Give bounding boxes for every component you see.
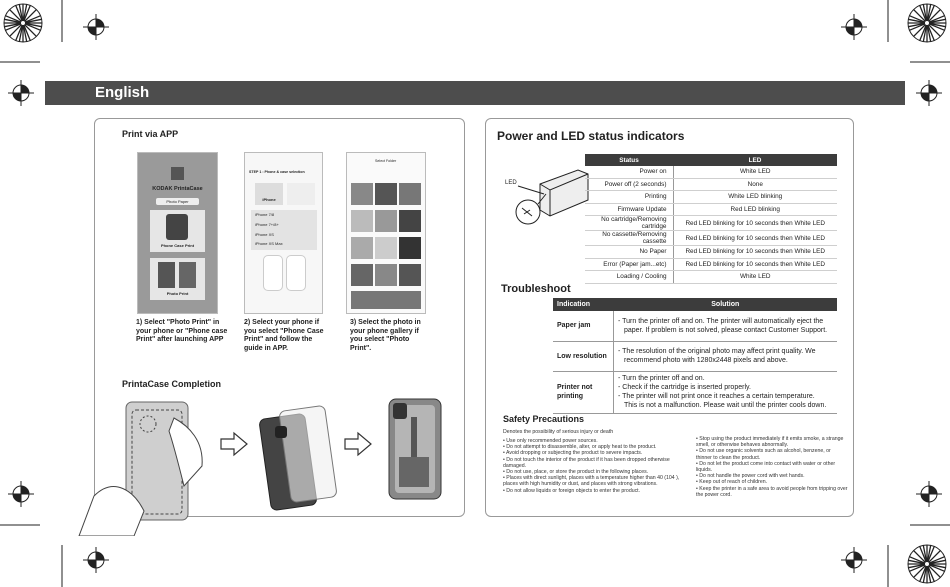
color-starburst-icon <box>906 543 948 585</box>
gallery-thumb[interactable] <box>399 264 421 286</box>
table-header <box>553 298 837 311</box>
list-item: • Use only recommended power sources. <box>503 438 691 444</box>
list-item: • Do not use, place, or store the product in the following places. <box>503 469 691 475</box>
status-cell: No Paper <box>585 246 673 259</box>
status-cell: Power off (2 seconds) <box>585 178 673 191</box>
app-brand: KODAK PrintaCase <box>152 186 203 192</box>
list-item: • Do not allow liquids or foreign objects to enter the product. <box>503 488 691 494</box>
indication-cell: Paper jam <box>553 311 614 341</box>
arrow-right-icon <box>344 431 372 457</box>
indication-cell: Low resolution <box>553 341 614 371</box>
phone-preview <box>263 255 283 291</box>
phone-tab-iphone[interactable] <box>255 183 283 205</box>
phone-case-image <box>166 214 188 240</box>
gallery-thumb[interactable] <box>351 183 373 205</box>
completion-title: PrintaCase Completion <box>122 379 222 389</box>
status-cell: Power on <box>585 166 673 178</box>
safety-intro: Denotes the possibility of serious injury or death <box>503 429 614 435</box>
led-cell: Red LED blinking for 10 seconds then White LED <box>673 246 837 259</box>
kodak-logo-icon <box>171 167 184 180</box>
color-starburst-icon <box>906 2 948 44</box>
led-cell: Red LED blinking <box>673 203 837 216</box>
language-banner <box>45 81 905 105</box>
gallery-thumb[interactable] <box>351 264 373 286</box>
table-header <box>585 154 837 166</box>
model-item[interactable]: iPhone 7+/8+ <box>255 222 279 227</box>
step-2-text: 2) Select your phone if you select "Phone Case Print" and follow the guide in APP. <box>244 319 324 352</box>
list-item: • Stop using the product immediately if it emits smoke, a strange smell, or otherwise behaves abnormally. <box>696 436 848 448</box>
table-row <box>585 216 837 231</box>
status-cell: Printing <box>585 191 673 204</box>
table-row <box>585 178 837 191</box>
table-row <box>585 166 837 178</box>
table-row <box>585 203 837 216</box>
model-item[interactable]: iPhone XS <box>255 232 274 237</box>
solution-line: - The resolution of the original photo may affect print quality. We <box>618 348 816 355</box>
led-cell: None <box>673 178 837 191</box>
gallery-thumb[interactable] <box>399 183 421 205</box>
solution-line: - The printer will not print once it reaches a certain temperature. <box>618 393 815 400</box>
solution-cell <box>614 371 838 413</box>
list-item: • Do not use organic solvents such as alcohol, benzene, or thinner to clean the product. <box>696 448 848 460</box>
photo-print-card[interactable] <box>150 258 205 300</box>
troubleshoot-title: Troubleshoot <box>501 283 571 295</box>
led-cell: White LED <box>673 271 837 284</box>
led-cell: Red LED blinking for 10 seconds then White LED <box>673 258 837 271</box>
table-row <box>553 341 837 371</box>
safety-list-right <box>696 436 848 498</box>
photo-print-label: Photo Print <box>166 291 189 296</box>
gallery-thumb-row[interactable] <box>351 291 421 309</box>
list-item: • Do not attempt to disassemble, alter, or apply heat to the product. <box>503 444 691 450</box>
table-row <box>585 191 837 204</box>
status-cell: Firmware Update <box>585 203 673 216</box>
led-status-table <box>585 154 837 284</box>
gallery-thumb[interactable] <box>375 210 397 232</box>
gallery-thumb[interactable] <box>375 183 397 205</box>
led-callout: LED <box>505 180 517 186</box>
printer-led-illustration <box>500 164 590 232</box>
safety-list-left <box>503 438 691 494</box>
registration-target-icon <box>83 14 109 40</box>
indication-cell: Printer not printing <box>553 371 614 413</box>
troubleshoot-table <box>553 298 837 414</box>
led-cell: Red LED blinking for 10 seconds then White LED <box>673 231 837 246</box>
color-starburst-icon <box>2 2 44 44</box>
safety-title: Safety Precautions <box>503 414 585 424</box>
column-header-indication: Indication <box>553 298 614 311</box>
photo-image <box>158 262 175 288</box>
step-1-text: 1) Select "Photo Print" in your phone or "Phone case Print" after launching APP <box>136 319 228 343</box>
gallery-thumb[interactable] <box>399 210 421 232</box>
gallery-thumb[interactable] <box>399 237 421 259</box>
step-3-text: 3) Select the photo in your phone gallery if you select "Photo Print". <box>350 319 421 352</box>
registration-target-icon <box>916 80 942 106</box>
phone-preview <box>286 255 306 291</box>
case-assembly-illustration <box>259 402 339 514</box>
list-item: • Places with direct sunlight, places with a temperature higher than 40 (104 ), places with high humidity or dust, and places with strong vibrations. <box>503 475 691 487</box>
solution-cell <box>614 311 838 341</box>
status-cell: No cartridge/Removing cartridge <box>585 216 673 231</box>
led-cell: Red LED blinking for 10 seconds then White LED <box>673 216 837 231</box>
registration-target-icon <box>916 481 942 507</box>
registration-target-icon <box>83 547 109 573</box>
list-item: • Avoid dropping or subjecting the product to severe impacts. <box>503 450 691 456</box>
registration-target-icon <box>8 481 34 507</box>
list-item: • Keep the printer in a safe area to avoid people from tripping over the power cord. <box>696 486 848 498</box>
gallery-heading: Select Folder <box>375 159 397 163</box>
applying-sticker-illustration <box>74 396 220 536</box>
table-row <box>585 246 837 259</box>
list-item: • Keep out of reach of children. <box>696 479 848 485</box>
table-row <box>553 371 837 413</box>
column-header-led: LED <box>673 154 837 166</box>
app-screen-select-phone <box>244 152 323 314</box>
step-heading: STEP 1 : Phone & case selection <box>249 170 305 174</box>
solution-line: - Check if the cartridge is inserted properly. <box>618 384 751 391</box>
solution-line: - Turn the printer off and on. The printer will automatically eject the <box>618 317 824 325</box>
phone-model-list <box>251 210 317 250</box>
status-cell: Error (Paper jam...etc) <box>585 258 673 271</box>
arrow-right-icon <box>220 431 248 457</box>
table-row <box>585 271 837 284</box>
registration-target-icon <box>8 80 34 106</box>
gallery-thumb[interactable] <box>351 210 373 232</box>
table-row <box>585 231 837 246</box>
print-via-app-title: Print via APP <box>122 129 179 139</box>
status-cell: Loading / Cooling <box>585 271 673 284</box>
solution-line: - Turn the printer off and on. <box>618 375 705 382</box>
led-title: Power and LED status indicators <box>497 129 685 143</box>
app-screen-home <box>137 152 218 314</box>
phone-tab-other[interactable] <box>287 183 315 205</box>
list-item: • Do not handle the power cord with wet hands. <box>696 473 848 479</box>
photo-image <box>179 262 196 288</box>
model-item[interactable]: iPhone 7/8 <box>255 212 275 217</box>
column-header-status: Status <box>585 154 673 166</box>
table-row <box>553 311 837 341</box>
app-screen-gallery <box>346 152 426 314</box>
led-cell: White LED <box>673 166 837 178</box>
gallery-thumb[interactable] <box>375 237 397 259</box>
phone-case-card[interactable] <box>150 210 205 252</box>
list-item: • Do not touch the interior of the product if it has been dropped otherwise damaged. <box>503 457 691 469</box>
gallery-thumb[interactable] <box>375 264 397 286</box>
registration-target-icon <box>841 547 867 573</box>
photo-paper-button[interactable]: Photo Paper <box>156 198 199 205</box>
led-cell: White LED blinking <box>673 191 837 204</box>
table-row <box>585 258 837 271</box>
status-cell: No cassette/Removing cassette <box>585 231 673 246</box>
model-item[interactable]: iPhone XS Max <box>255 241 283 246</box>
tab-label: iPhone <box>262 197 276 202</box>
solution-line: paper. If problem is not solved, please contact Customer Support. <box>624 326 828 334</box>
registration-target-icon <box>841 14 867 40</box>
gallery-thumb[interactable] <box>351 237 373 259</box>
solution-cell <box>614 341 838 371</box>
solution-line: This is not a malfunction. Please wait until the printer cools down. <box>624 402 827 409</box>
finished-case-illustration <box>387 397 443 501</box>
phone-case-label: Phone Case Print <box>160 243 195 248</box>
language-title: English <box>95 84 150 101</box>
column-header-solution: Solution <box>614 298 838 311</box>
solution-line: recommend photo with 1280x2448 pixels and above. <box>624 357 788 364</box>
list-item: • Do not let the product come into contact with water or other liquids. <box>696 461 848 473</box>
